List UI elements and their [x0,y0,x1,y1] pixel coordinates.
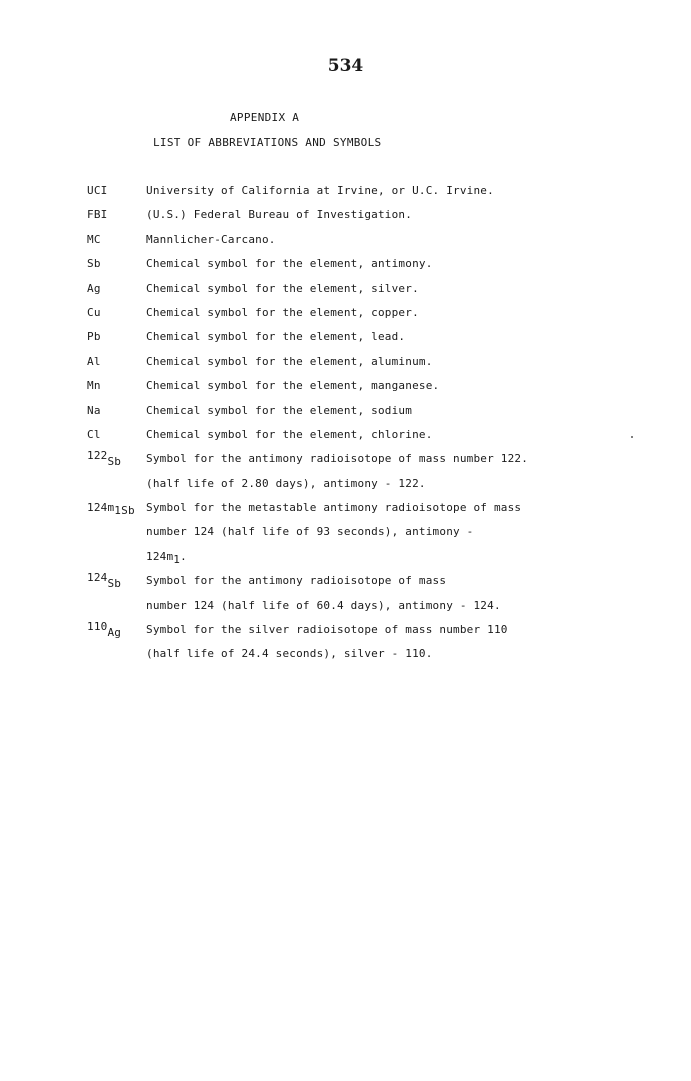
isotope-definition-line: Symbol for the silver radioisotope of mass number 110 [146,623,508,637]
entry-symbol: FBI [87,208,108,222]
page-number: 534 [327,56,364,76]
entry-symbol: UCI [87,184,108,197]
isotope-definition-line: (half life of 24.4 seconds), silver - 110. [146,647,433,661]
list-item [87,233,647,257]
isotope-definition-line: (half life of 2.80 days), antimony - 122. [146,476,426,490]
entry-symbol: Al [87,354,101,368]
list-item [87,306,647,330]
entry-definition: Chemical symbol for the element, manganese. [146,379,440,393]
entry-symbol: Cu [87,305,101,319]
list-item [87,184,647,208]
entry-definition: Chemical symbol for the element, sodium [146,403,413,417]
entry-symbol: Pb [87,330,101,344]
isotope-continuation [87,599,647,623]
isotope-continuation [87,477,647,501]
isotope-symbol [87,449,122,469]
isotope-continuation [87,647,647,671]
list-item [87,208,647,232]
isotope-definition-tail [146,549,187,566]
entry-symbol: Ag [87,281,101,295]
list-item [87,379,647,403]
isotope-symbol [87,571,122,591]
abbreviation-list [87,184,647,672]
isotope-element: Sb [107,577,122,591]
entry-symbol: Mn [87,379,101,393]
isotope-continuation [87,525,647,549]
entry-definition: Chemical symbol for the element, lead. [146,330,406,344]
entry-definition: (U.S.) Federal Bureau of Investigation. [146,208,413,222]
entry-definition: Chemical symbol for the element, aluminum. [146,354,433,368]
entry-symbol: Na [87,403,101,417]
list-item [87,355,647,379]
entry-symbol: Cl [87,427,101,441]
isotope-item [87,449,647,476]
list-item [87,282,647,306]
isotope-definition-line: number 124 (half life of 60.4 days), antimony - 124. [146,598,501,612]
list-title: LIST OF ABBREVIATIONS AND SYMBOLS [153,136,382,149]
entry-symbol: MC [87,232,101,246]
entry-definition: Chemical symbol for the element, silver. [146,281,419,295]
isotope-mass: 124 [87,571,108,585]
isotope-element: 1Sb [114,504,135,518]
entry-definition: Chemical symbol for the element, antimony. [146,257,433,271]
entry-definition: Chemical symbol for the element, copper. [146,305,419,319]
isotope-mass: 124m [87,501,115,515]
isotope-item [87,501,647,525]
isotope-mass: 110 [87,620,108,634]
isotope-definition-line: Symbol for the metastable antimony radioisotope of mass [146,501,522,515]
isotope-element: Sb [107,455,122,469]
appendix-title: APPENDIX A [230,111,300,124]
list-item [87,428,647,452]
isotope-definition-line: Symbol for the antimony radioisotope of mass [146,574,447,588]
isotope-symbol [87,501,135,518]
list-item [87,257,647,281]
isotope-tail-end: . [180,549,187,563]
entry-definition: University of California at Irvine, or U.C. Irvine. [146,184,494,197]
isotope-symbol [87,620,122,640]
isotope-mass: 122 [87,449,108,463]
isotope-tail-sub: 1 [173,552,181,566]
isotope-definition-line: number 124 (half life of 93 seconds), antimony - [146,525,474,539]
isotope-continuation [87,550,647,574]
isotope-definition-line: Symbol for the antimony radioisotope of mass number 122. [146,452,529,466]
entry-symbol: Sb [87,257,101,271]
isotope-tail-main: 124m [146,549,174,563]
scan-speck [631,436,633,438]
isotope-item [87,571,647,598]
entry-definition: Mannlicher-Carcano. [146,232,276,246]
isotope-element: Ag [107,626,122,640]
isotope-item [87,620,647,647]
list-item [87,404,647,428]
entry-definition: Chemical symbol for the element, chlorine. [146,427,433,441]
list-item [87,330,647,354]
